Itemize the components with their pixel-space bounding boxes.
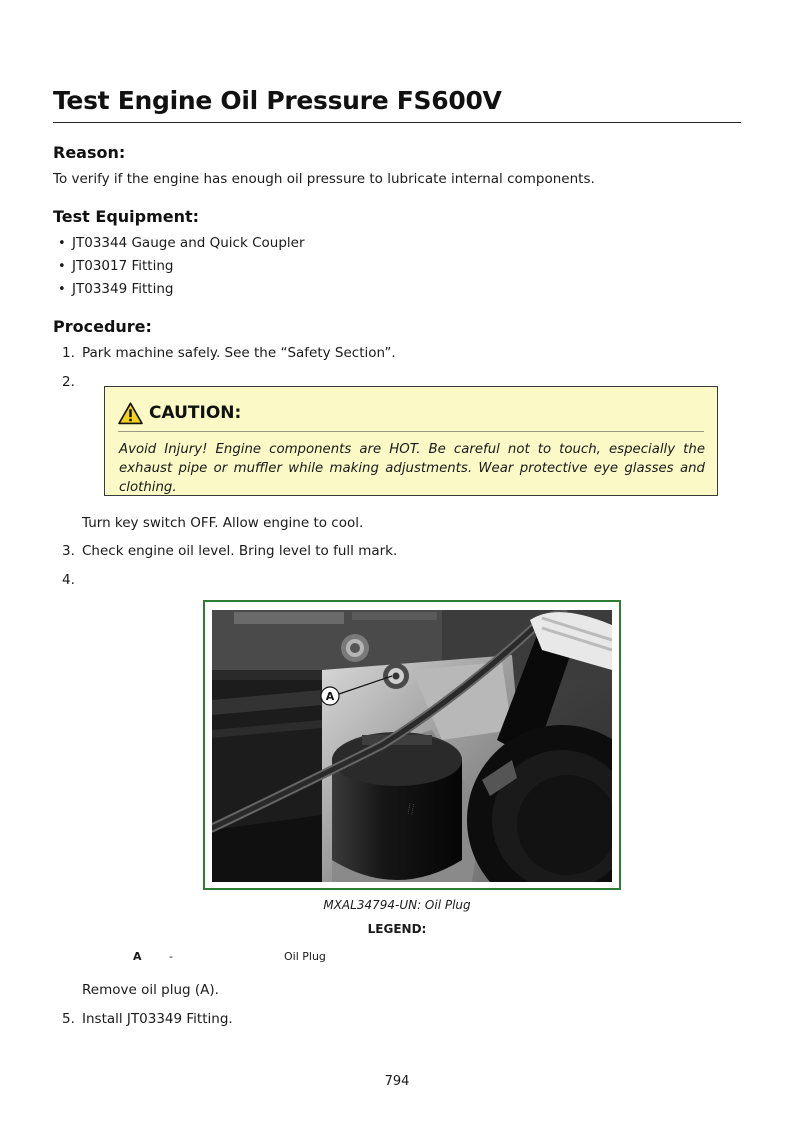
equipment-list <box>58 234 305 303</box>
oil-plug-photo <box>212 610 612 882</box>
oil-plug-figure <box>203 600 621 890</box>
bullet-icon: • <box>58 282 66 297</box>
procedure-heading: Procedure: <box>53 317 152 336</box>
legend-label: Oil Plug <box>284 950 326 963</box>
title-divider <box>53 122 741 123</box>
caution-header <box>118 399 241 427</box>
callout-a-label: A <box>325 690 335 703</box>
caution-box <box>104 386 718 496</box>
list-item: • JT03349 Fitting <box>58 281 174 297</box>
step-text: Park machine safely. See the “Safety Section”. <box>82 345 396 361</box>
svg-text:⁚⁚⁚⁚⁚⁚: ⁚⁚⁚⁚⁚⁚ <box>407 802 416 816</box>
step-number: 5. <box>62 1011 75 1027</box>
step-text: Turn key switch OFF. Allow engine to cool. <box>82 515 364 531</box>
legend-dash: - <box>169 950 173 963</box>
bullet-icon: • <box>58 236 66 251</box>
caution-text: Avoid Injury! Engine components are HOT. Be careful not to touch, especially the exhaust pipe or muffler while making adjustments. Wear protective eye glasses and clothing. <box>119 442 705 495</box>
list-item: • JT03344 Gauge and Quick Coupler <box>58 235 305 251</box>
bullet-icon: • <box>58 259 66 274</box>
step-text: Remove oil plug (A). <box>82 982 219 998</box>
reason-text: To verify if the engine has enough oil pressure to lubricate internal components. <box>53 171 595 187</box>
step-number: 2. <box>62 374 75 390</box>
page-number: 794 <box>384 1074 410 1089</box>
step-text: Install JT03349 Fitting. <box>82 1011 233 1027</box>
figure-caption: MXAL34794-UN: Oil Plug <box>323 898 471 912</box>
step-number: 3. <box>62 543 75 559</box>
legend-heading: LEGEND: <box>367 922 427 936</box>
reason-heading: Reason: <box>53 143 126 162</box>
step-number: 1. <box>62 345 75 361</box>
warning-triangle-icon <box>118 401 143 426</box>
test-equipment-heading: Test Equipment: <box>53 207 200 226</box>
list-item: • JT03017 Fitting <box>58 258 174 274</box>
caution-divider <box>118 431 704 432</box>
legend-key: A <box>133 950 142 963</box>
step-number: 4. <box>62 572 75 588</box>
step-text: Check engine oil level. Bring level to full mark. <box>82 543 398 559</box>
page-title: Test Engine Oil Pressure FS600V <box>53 86 502 115</box>
caution-title: CAUTION: <box>149 403 242 423</box>
